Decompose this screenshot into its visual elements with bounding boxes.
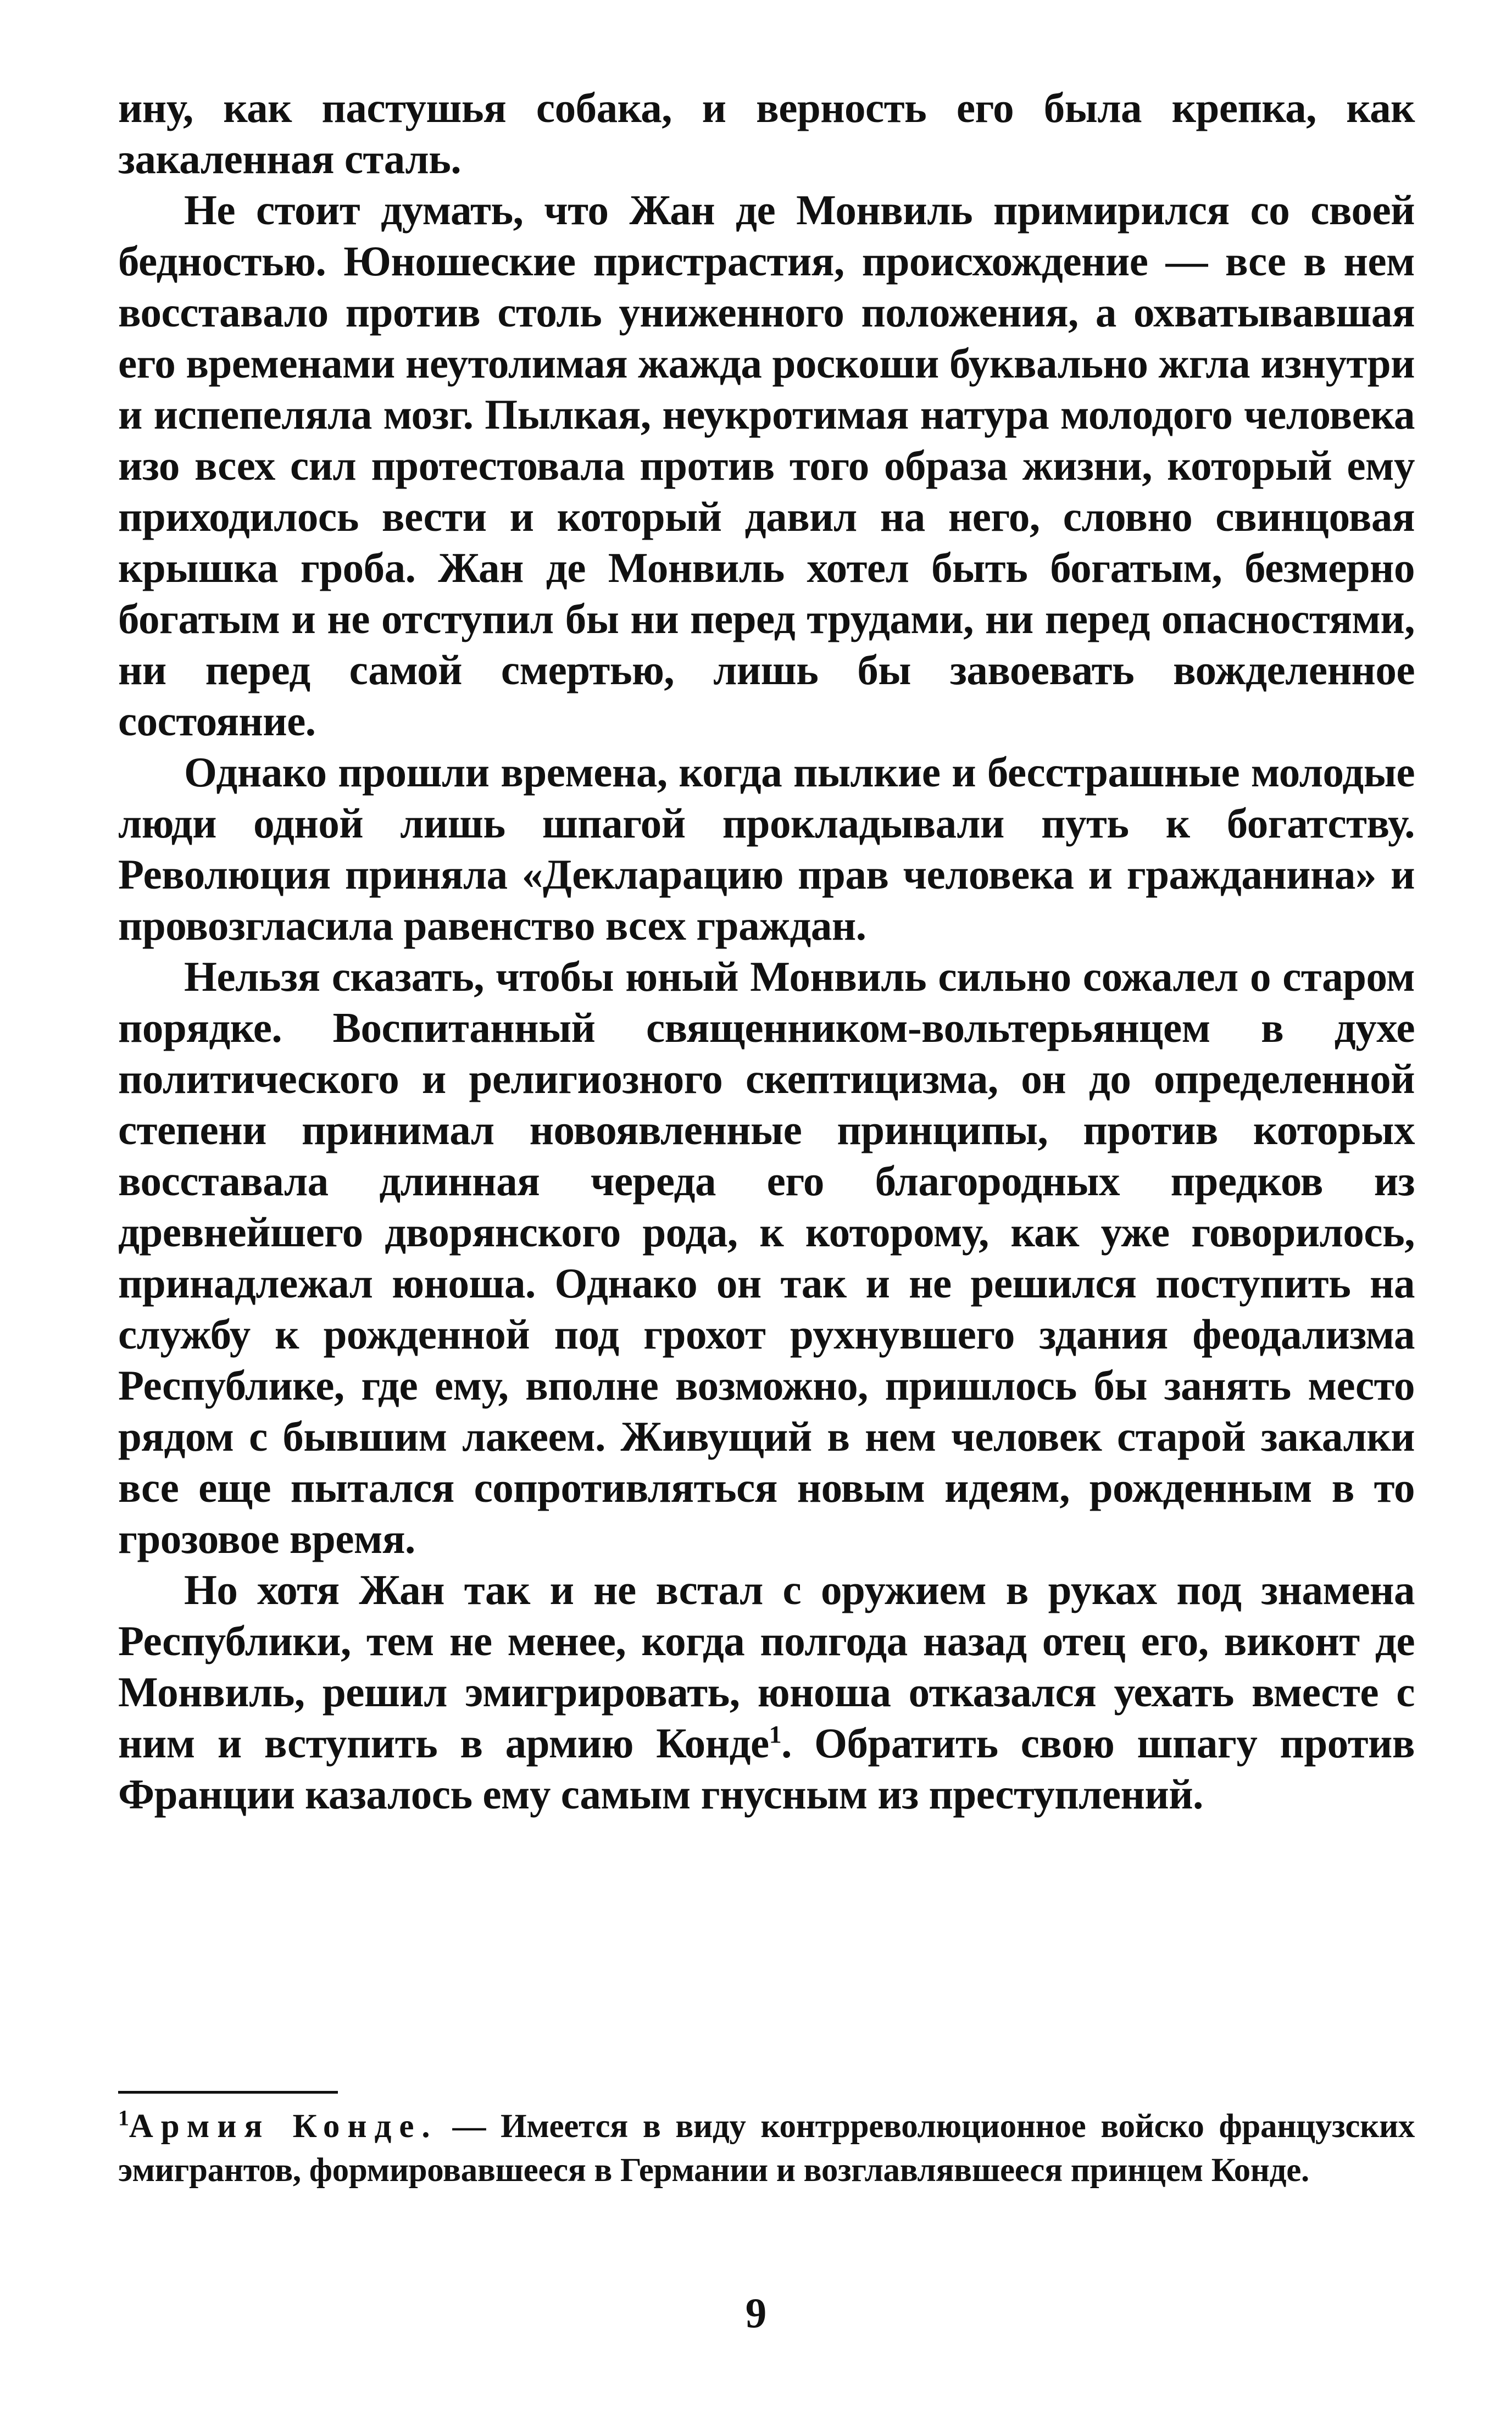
footnote-divider <box>118 2091 338 2094</box>
main-text <box>118 82 1415 1820</box>
paragraph-text-after-ref: . Обратить свою шпагу против Франции казалось ему самым гнусным из преступлений. <box>118 1719 1415 1818</box>
footnote-marker: 1 <box>118 2105 129 2130</box>
paragraph-text-before-ref: Но хотя Жан так и не встал с оружием в руках под знамена Республики, тем не менее, когда полгода назад отец его, виконт де Монвиль, решил эмигрировать, юноша отказался уехать вместе с ним и вступить в армию Конде <box>118 1566 1415 1767</box>
footnote <box>118 2105 1415 2193</box>
footnote-reference[interactable]: 1 <box>769 1720 782 1749</box>
paragraph-continued: ину, как пастушья собака, и верность его была крепка, как закаленная сталь. <box>118 84 1415 182</box>
footnote-text: — Имеется в виду контрреволюционное войско французских эмигрантов, формировавшееся в Германии и возглавлявшееся принцем Конде. <box>118 2108 1415 2189</box>
page-number: 9 <box>745 2289 767 2337</box>
paragraph-last <box>118 1564 1415 1820</box>
page-body <box>118 82 1415 1820</box>
paragraph: Однако прошли времена, когда пылкие и бесстрашные молодые люди одной лишь шпагой прокладывали путь к богатству. Революция приняла «Декларацию прав человека и гражданина» и провозгласила равенство всех граждан. <box>118 748 1415 949</box>
paragraph: Нельзя сказать, чтобы юный Монвиль сильно сожалел о старом порядке. Воспитанный священником-вольтерьянцем в духе политического и религиозного скептицизма, он до определенной степени принимал новоявленные принципы, против которых восставала длинная череда его благородных предков из древнейшего дворянского рода, к которому, как уже говорилось, принадлежал юноша. Однако он так и не решился поступить на службу к рожденной под грохот рухнувшего здания феодализма Республике, где ему, вполне возможно, пришлось бы занять место рядом с бывшим лакеем. Живущий в нем человек старой закалки все еще пытался сопротивляться новым идеям, рожденным в то грозовое время. <box>118 953 1415 1562</box>
footnote-term: Армия Конде. <box>129 2108 438 2145</box>
paragraph: Не стоит думать, что Жан де Монвиль примирился со своей бедностью. Юношеские пристрастия, происхождение — все в нем восставало против столь униженного положения, а охватывавшая его временами неутолимая жажда роскоши буквально жгла изнутри и испепеляла мозг. Пылкая, неукротимая натура молодого человека изо всех сил протестовала против того образа жизни, который ему приходилось вести и который давил на него, словно свинцовая крышка гроба. Жан де Монвиль хотел быть богатым, безмерно богатым и не отступил бы ни перед трудами, ни перед опасностями, ни перед самой смертью, лишь бы завоевать вожделенное состояние. <box>118 186 1415 745</box>
